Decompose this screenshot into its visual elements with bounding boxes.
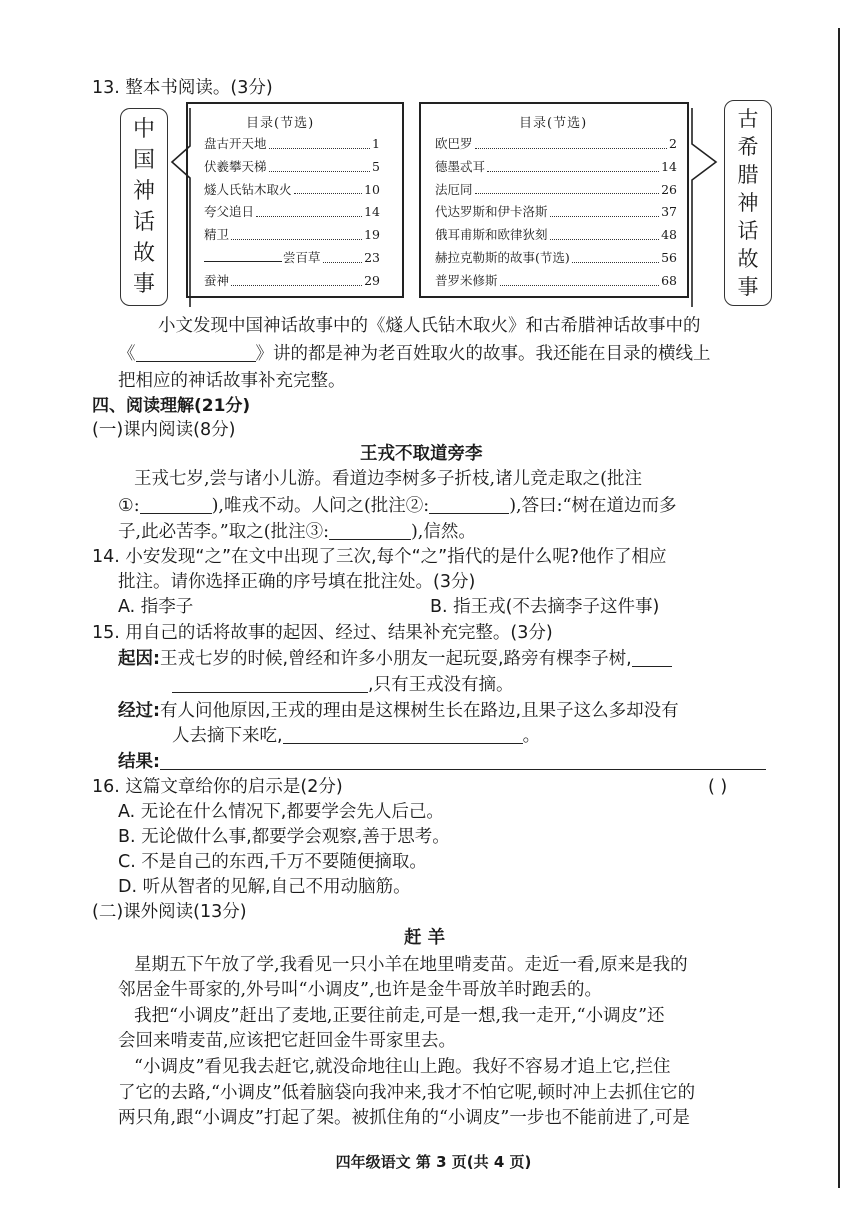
- part2-heading: (二)课外阅读(13分): [92, 902, 247, 922]
- toc-title: 伏羲攀天梯: [204, 158, 267, 174]
- toc-title: 尝百草: [283, 249, 321, 265]
- toc-leader-dots: [475, 133, 668, 149]
- q15-process-label: 经过:: [118, 701, 160, 721]
- toc-title: 精卫: [204, 227, 230, 243]
- q15-process-blank[interactable]: [283, 725, 523, 744]
- toc-row: [204, 247, 380, 270]
- q15-process-end: 。: [522, 726, 541, 746]
- title-char: 古: [737, 107, 759, 131]
- greek-toc-header: 目录(节选): [519, 116, 588, 131]
- toc-title: 蚕神: [204, 272, 230, 288]
- title-char: 话: [132, 210, 155, 235]
- toc-row: [204, 224, 380, 247]
- passage2-p3-line-1: “小调皮”看见我去赶它,就没命地往山上跑。我好不容易才追上它,拦住: [134, 1057, 671, 1077]
- greek-toc-list: [435, 133, 677, 293]
- toc-page-number: 14: [661, 158, 677, 174]
- toc-page-number: 37: [661, 204, 677, 220]
- toc-leader-dots: [294, 179, 363, 195]
- passage2-p3-line-2: 了它的去路,“小调皮”低着脑袋向我冲来,我才不怕它呢,顿时冲上去抓住它的: [118, 1083, 696, 1103]
- toc-title: 欧巴罗: [435, 136, 473, 151]
- q13-text-2: [118, 342, 711, 366]
- title-char: 腊: [737, 163, 759, 187]
- q14-line-1: 14. 小安发现“之”在文中出现了三次,每个“之”指代的是什么呢?他作了相应: [92, 547, 667, 567]
- q15-cause-blank-2[interactable]: [172, 674, 368, 693]
- q15-cause-end: ,只有王戎没有摘。: [368, 675, 514, 695]
- toc-title: 德墨忒耳: [435, 158, 486, 174]
- section4-part1: (一)课内阅读(8分): [92, 420, 236, 440]
- q15-process-text: 有人问他原因,王戎的理由是这棵树生长在路边,且果子这么多却没有: [160, 701, 679, 721]
- passage1-line-1: 王戎七岁,尝与诸小儿游。看道边李树多子折枝,诸儿竞走取之(批注: [134, 469, 642, 489]
- toc-row: [204, 270, 380, 293]
- passage1-title: 王戎不取道旁李: [360, 444, 483, 464]
- toc-row: [204, 156, 380, 179]
- toc-title: 赫拉克勒斯的故事(节选): [435, 249, 570, 265]
- q14-option-a: A. 指李子: [118, 597, 194, 617]
- greek-bracket: [686, 100, 726, 315]
- title-char: 话: [737, 219, 759, 243]
- q13-answer-blank[interactable]: [136, 343, 256, 362]
- title-char: 事: [132, 272, 155, 297]
- q13-heading: 13. 整本书阅读。(3分): [92, 78, 273, 98]
- toc-page-number: 68: [661, 272, 677, 288]
- china-toc-header: 目录(节选): [246, 116, 315, 131]
- toc-leader-dots: [256, 201, 362, 217]
- toc-page-number: 2: [669, 136, 677, 151]
- toc-leader-dots: [572, 247, 659, 263]
- q15-process: [118, 699, 679, 723]
- title-char: 神: [737, 191, 759, 215]
- q15-result-label: 结果:: [118, 752, 160, 772]
- q16-option-a: A. 无论在什么情况下,都要学会先人后己。: [118, 802, 444, 822]
- toc-leader-dots: [500, 270, 660, 286]
- toc-leader-dots: [269, 156, 371, 172]
- q14-line-2: 批注。请你选择正确的序号填在批注处。(3分): [118, 572, 476, 592]
- toc-page-number: 23: [364, 249, 380, 265]
- title-char: 神: [132, 179, 155, 204]
- toc-page-number: 14: [364, 204, 380, 220]
- q15-cause-text: 王戎七岁的时候,曾经和许多小朋友一起玩耍,路旁有棵李子树,: [160, 649, 632, 669]
- toc-leader-dots: [550, 201, 660, 217]
- page-footer: 四年级语文 第 3 页(共 4 页): [335, 1153, 532, 1171]
- toc-leader-dots: [475, 179, 660, 195]
- toc-page-number: 29: [364, 272, 380, 288]
- passage2-p2-line-2: 会回来啃麦苗,应该把它赶回金牛哥家里去。: [118, 1031, 457, 1051]
- passage1-line-2-rest: ),答曰:“树在道边而多: [509, 496, 677, 516]
- q16-option-b: B. 无论做什么事,都要学会观察,善于思考。: [118, 827, 450, 847]
- toc-page-number: 1: [372, 136, 380, 151]
- toc-title: 夸父追日: [204, 204, 255, 220]
- toc-row: [435, 270, 677, 293]
- note1-label: ①:: [118, 496, 140, 516]
- china-toc-box: [186, 102, 404, 298]
- q16-line-1: 16. 这篇文章给你的启示是(2分): [92, 777, 343, 797]
- toc-row: [435, 247, 677, 270]
- q16-answer-paren[interactable]: ( ): [708, 777, 728, 797]
- passage1-line-2: [118, 494, 676, 518]
- q13-text-1: 小文发现中国神话故事中的《燧人氏钻木取火》和古希腊神话故事中的: [158, 316, 701, 336]
- toc-leader-dots: [487, 156, 659, 172]
- toc-title: 盘古开天地: [204, 136, 267, 151]
- toc-page-number: 56: [661, 249, 677, 265]
- passage1-line-3: [118, 520, 476, 544]
- q15-process-cont: [172, 724, 540, 748]
- toc-leader-dots: [231, 224, 362, 240]
- passage2-p3-line-3: 两只角,跟“小调皮”打起了架。被抓住角的“小调皮”一步也不能前进了,可是: [118, 1108, 690, 1128]
- note1-blank[interactable]: [140, 495, 212, 514]
- q15-cause-blank-1[interactable]: [632, 648, 672, 667]
- toc-page-number: 48: [661, 227, 677, 243]
- q13-text-3: 把相应的神话故事补充完整。: [118, 371, 346, 391]
- toc-leader-dots: [323, 247, 363, 263]
- toc-title: 代达罗斯和伊卡洛斯: [435, 204, 548, 220]
- toc-page-number: 10: [364, 181, 380, 197]
- passage2-p1-line-2: 邻居金牛哥家的,外号叫“小调皮”,也许是金牛哥放羊时跑丢的。: [118, 980, 603, 1000]
- toc-title: 法厄同: [435, 181, 473, 197]
- title-char: 中: [132, 117, 155, 142]
- title-char: 故: [737, 247, 759, 271]
- q15-process-text2: 人去摘下来吃,: [172, 726, 283, 746]
- toc-leader-dots: [231, 270, 362, 286]
- q15-line-1: 15. 用自己的话将故事的起因、经过、结果补充完整。(3分): [92, 623, 553, 643]
- toc-page-number: 26: [661, 181, 677, 197]
- q15-result: [118, 750, 766, 774]
- title-char: 希: [737, 135, 759, 159]
- toc-leader-dots: [550, 224, 660, 240]
- passage1-line-3-rest: ),信然。: [410, 522, 476, 542]
- title-char: 事: [737, 275, 759, 299]
- passage2-p2-line-1: 我把“小调皮”赶出了麦地,正要往前走,可是一想,我一走开,“小调皮”还: [134, 1006, 665, 1026]
- note2-blank[interactable]: [429, 495, 509, 514]
- toc-row: [435, 179, 677, 202]
- greek-myths-title: [724, 100, 772, 306]
- toc-page-number: 19: [364, 227, 380, 243]
- q14-option-b: B. 指王戎(不去摘李子这件事): [430, 597, 660, 617]
- toc-title: 燧人氏钻木取火: [204, 181, 292, 197]
- q16-option-d: D. 听从智者的见解,自己不用动脑筋。: [118, 877, 411, 897]
- china-myths-title: [120, 108, 168, 306]
- toc-row: [204, 133, 380, 156]
- q15-cause-label: 起因:: [118, 649, 160, 669]
- toc-row: [435, 201, 677, 224]
- q15-cause: [118, 647, 672, 671]
- passage2-title: 赶 羊: [404, 928, 446, 948]
- q15-result-blank[interactable]: [160, 751, 766, 770]
- section4-heading: 四、阅读理解(21分): [92, 396, 251, 416]
- toc-row: [435, 224, 677, 247]
- title-char: 故: [132, 241, 155, 266]
- binding-line: [838, 28, 840, 1188]
- q15-cause-cont: [172, 673, 514, 697]
- china-toc-list: [204, 133, 380, 293]
- title-char: 国: [132, 148, 155, 173]
- toc-row: [435, 156, 677, 179]
- toc-row: [204, 179, 380, 202]
- toc-page-number: 5: [372, 158, 380, 174]
- q16-option-c: C. 不是自己的东西,千万不要随便摘取。: [118, 852, 427, 872]
- toc-leader-dots: [269, 133, 371, 149]
- toc-row: [435, 133, 677, 156]
- greek-toc-box: [419, 102, 689, 298]
- toc-row: [204, 201, 380, 224]
- toc-title: 俄耳甫斯和欧律狄刻: [435, 227, 548, 243]
- note3-label: 子,此必苦李。”取之(批注③:: [118, 522, 329, 542]
- q13-quote-rest: 》讲的都是神为老百姓取火的故事。我还能在目录的横线上: [255, 344, 711, 364]
- note2-label: ),唯戎不动。人问之(批注②:: [211, 496, 430, 516]
- q13-quote-open: 《: [118, 344, 136, 364]
- note3-blank[interactable]: [329, 521, 411, 540]
- toc-title: 普罗米修斯: [435, 272, 498, 288]
- toc-fill-blank[interactable]: [204, 247, 282, 262]
- passage2-p1-line-1: 星期五下午放了学,我看见一只小羊在地里啃麦苗。走近一看,原来是我的: [134, 955, 688, 975]
